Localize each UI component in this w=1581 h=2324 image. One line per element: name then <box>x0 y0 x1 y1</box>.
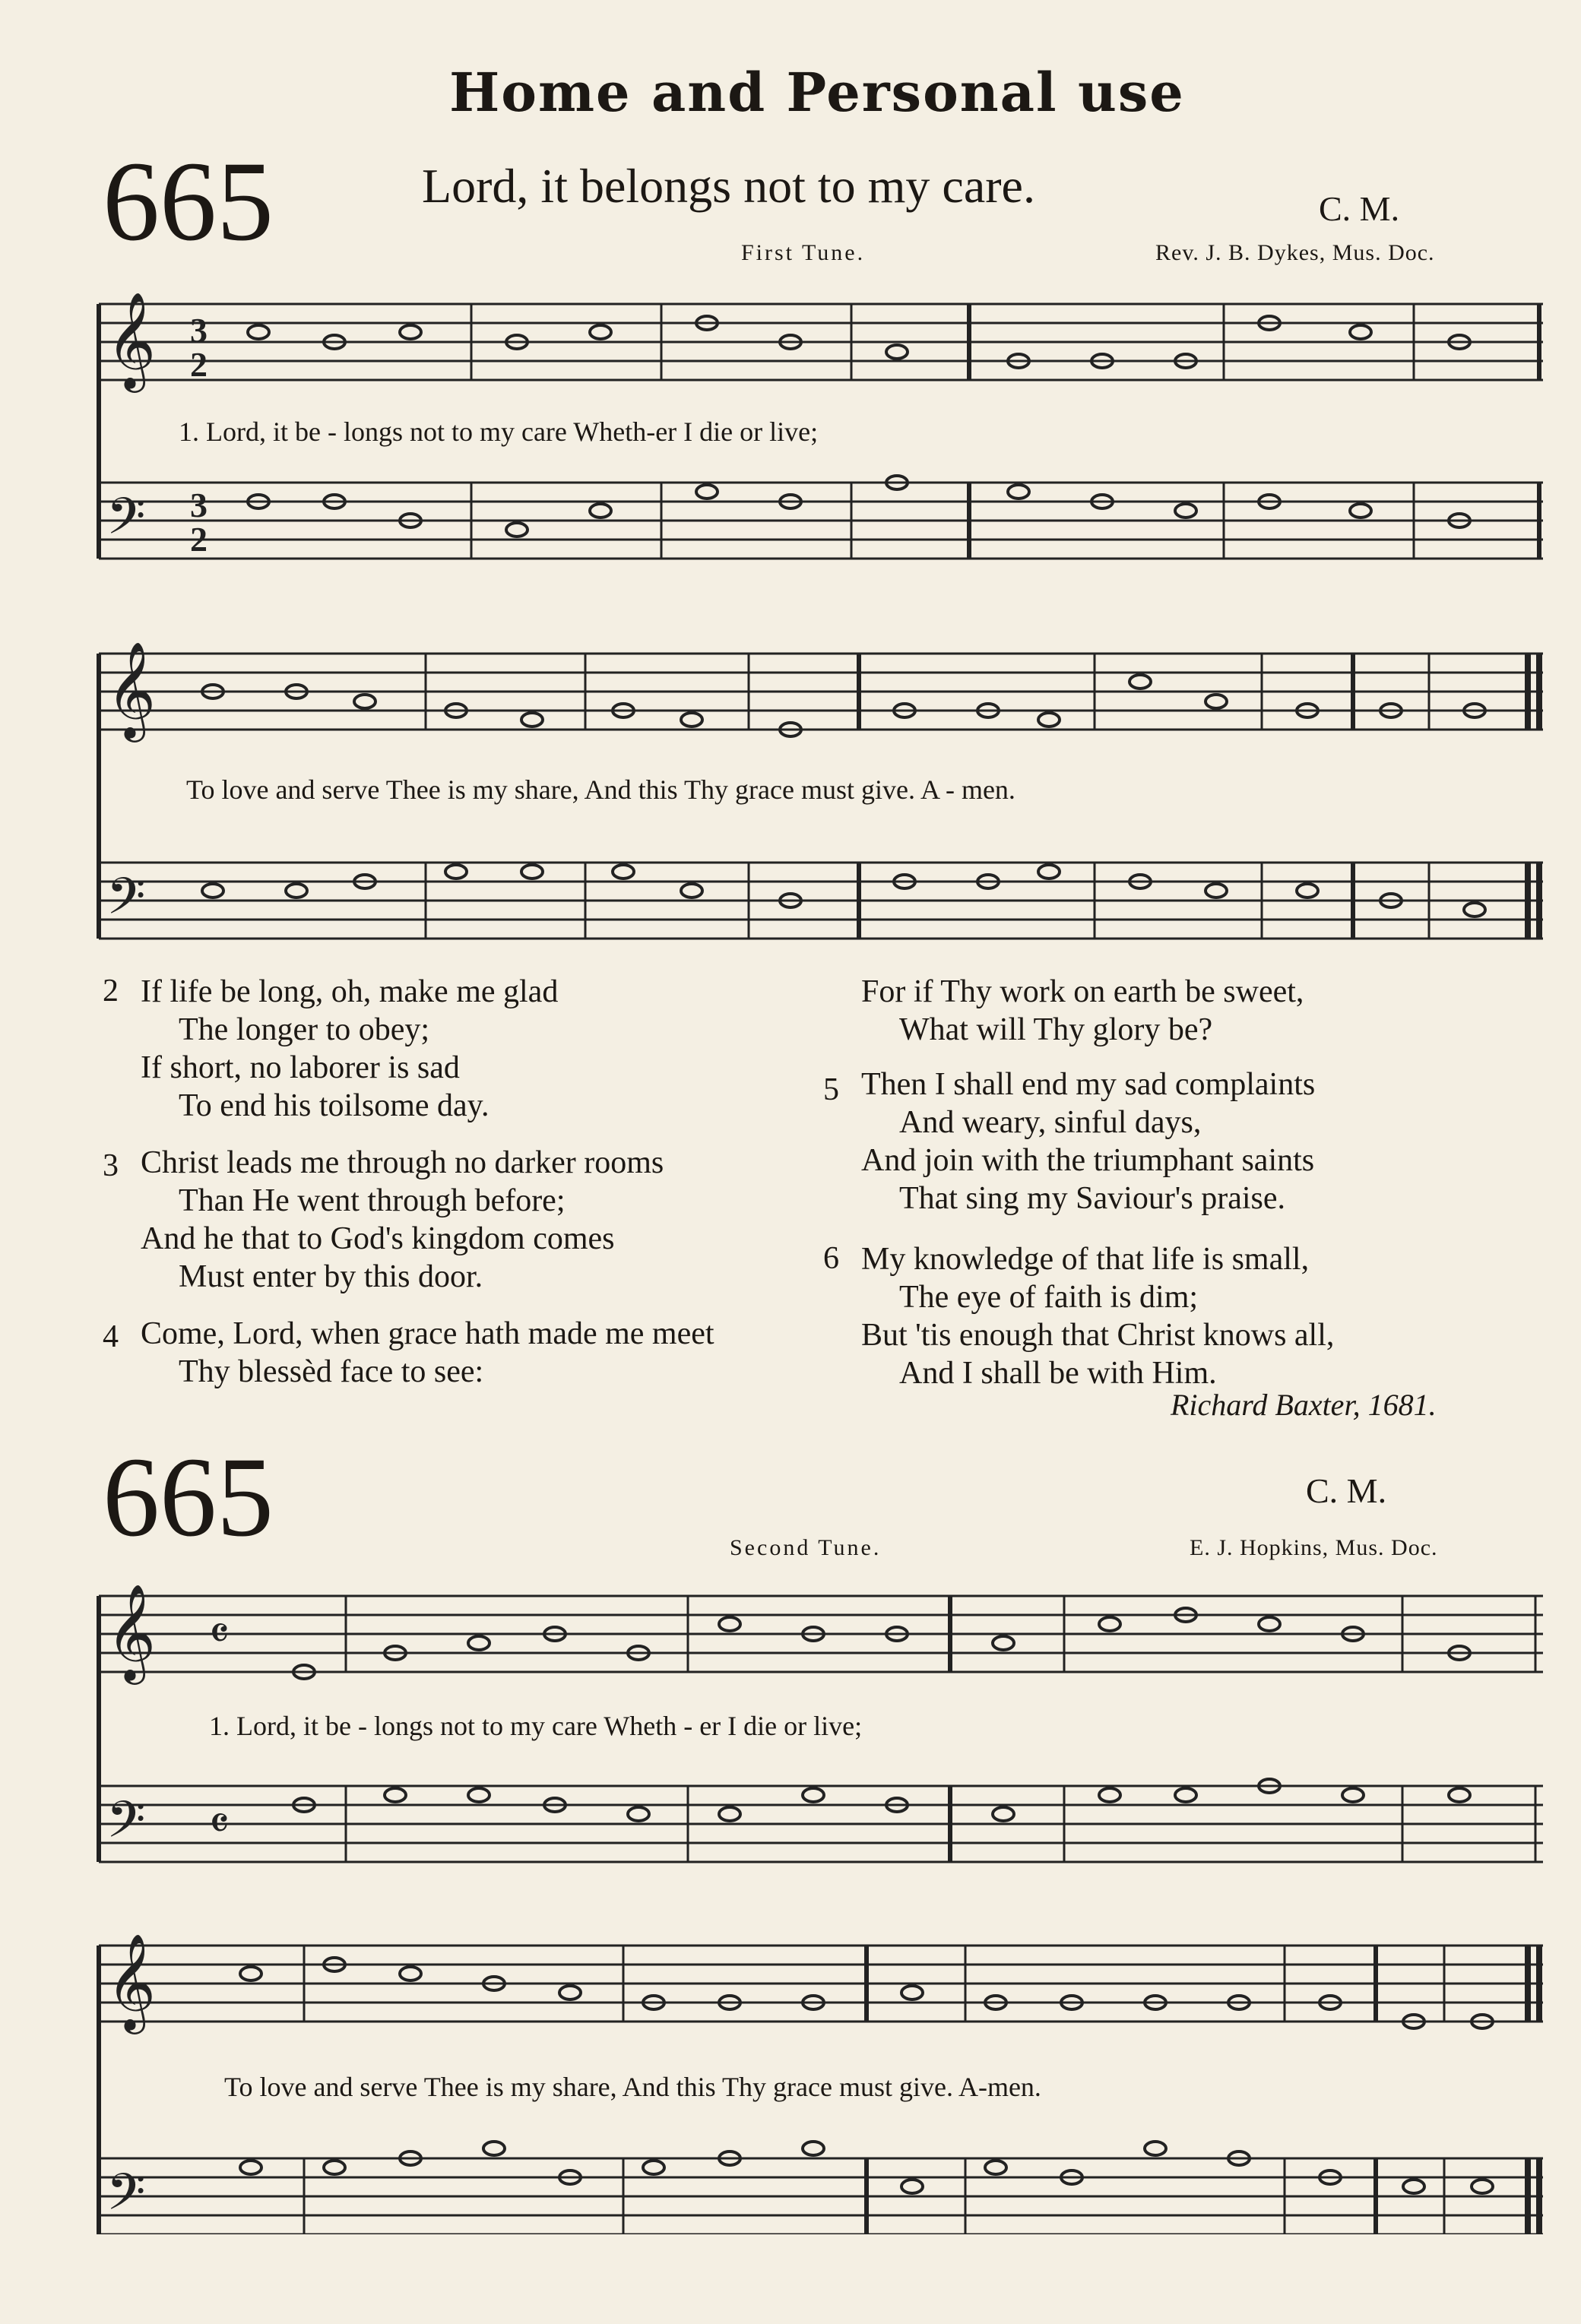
svg-text:3: 3 <box>190 311 208 350</box>
verse-6: My knowledge of that life is small, The eye of faith is dim; But 'tis enough that Christ knows all, And I shall be with Him. <box>861 1242 1335 1391</box>
svg-text:𝄴: 𝄴 <box>209 1799 230 1849</box>
meter: C. M. <box>1319 189 1400 228</box>
svg-text:𝄢: 𝄢 <box>106 1790 146 1861</box>
tune-label: First Tune. <box>741 240 866 265</box>
svg-text:𝄢: 𝄢 <box>106 2163 146 2234</box>
section-title: Home and Personal use <box>449 61 1185 124</box>
svg-text:2: 2 <box>190 345 208 384</box>
hymn-number-second: 665 <box>103 1434 274 1560</box>
verse-4: Come, Lord, when grace hath made me meet Thy blessèd face to see: <box>141 1316 714 1389</box>
svg-text:𝄢: 𝄢 <box>106 487 146 558</box>
svg-text:3: 3 <box>190 486 208 524</box>
svg-text:𝄞: 𝄞 <box>106 291 157 388</box>
tune-label-second: Second Tune. <box>730 1535 882 1560</box>
lyric-line: To love and serve Thee is my share, And this Thy grace must give. A - men. <box>186 774 1015 805</box>
hymn-title: Lord, it belongs not to my care. <box>422 159 1035 213</box>
verses: 2 If life be long, oh, make me glad The longer to obey; If short, no laborer is sad To end his toilsome day. 3 Christ leads me through no darker rooms Than He went through before; And he that to God's kingdom comes Must enter by this door. 4 Come, Lord, when grace hath made me meet Thy blessèd face to see: For if Thy work on earth be sweet, What will Thy glory be? 5 Then I shall end my sad complaints And weary, sinful days, And join with the triumphant saints That sing my Saviour's praise. 6 My knowledge of that life is small, The eye of faith is dim; But 'tis enough that Christ knows all, And I shall be with Him. Richard Baxter, 1681. <box>103 974 1437 1422</box>
svg-text:𝄞: 𝄞 <box>106 1583 157 1680</box>
svg-text:𝄞: 𝄞 <box>106 641 157 738</box>
svg-text:𝄢: 𝄢 <box>106 867 146 938</box>
composer-second: E. J. Hopkins, Mus. Doc. <box>1190 1535 1438 1560</box>
verse-5: Then I shall end my sad complaints And weary, sinful days, And join with the triumphant saints That sing my Saviour's praise. <box>861 1067 1316 1216</box>
lyric-line-second: 1. Lord, it be - longs not to my care Wheth - er I die or live; <box>209 1711 863 1741</box>
composer: Rev. J. B. Dykes, Mus. Doc. <box>1155 240 1435 265</box>
lyric-line-second: To love and serve Thee is my share, And this Thy grace must give. A-men. <box>224 2072 1041 2102</box>
hymn-number: 665 <box>103 138 274 264</box>
verse-3: Christ leads me through no darker rooms Than He went through before; And he that to God's kingdom comes Must enter by this door. <box>141 1145 664 1294</box>
lyric-line: 1. Lord, it be - longs not to my care Wheth-er I die or live; <box>179 416 819 447</box>
author: Richard Baxter, 1681. <box>1171 1388 1437 1422</box>
verse-2: If life be long, oh, make me glad The longer to obey; If short, no laborer is sad To end his toilsome day. <box>141 974 559 1123</box>
svg-text:2: 2 <box>190 520 208 559</box>
svg-text:𝄞: 𝄞 <box>106 1933 157 2030</box>
verse-4-continued: For if Thy work on earth be sweet, What will Thy glory be? <box>861 974 1304 1047</box>
svg-text:𝄴: 𝄴 <box>209 1609 230 1659</box>
meter-second: C. M. <box>1306 1471 1387 1510</box>
